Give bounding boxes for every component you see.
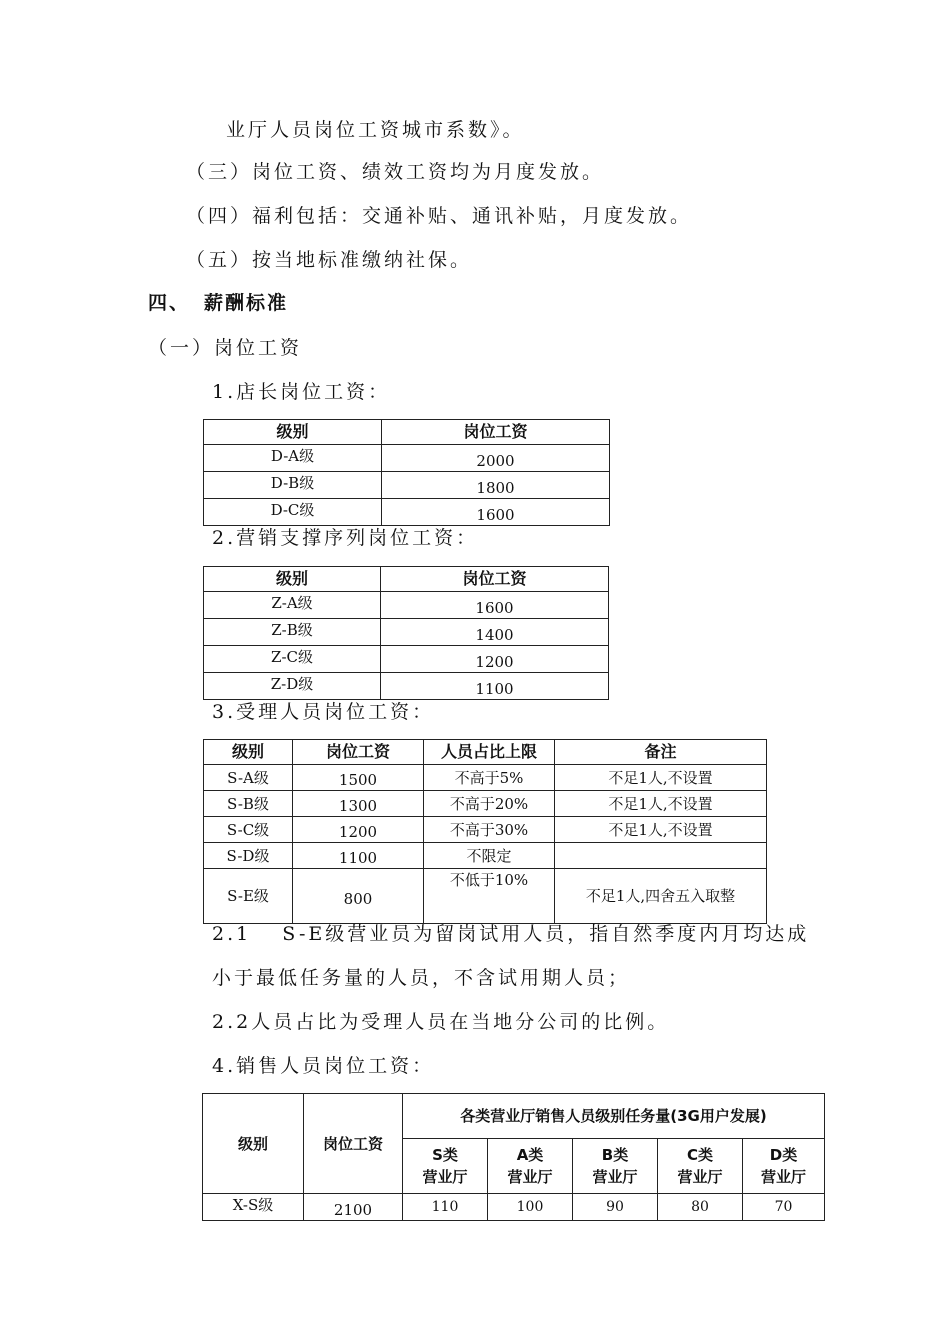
table-subheader (403, 1139, 488, 1194)
table-cell: Z-C级 (204, 646, 381, 673)
table-row (204, 791, 767, 817)
table-cell: 不高于5% (424, 765, 555, 791)
reception-staff-salary-table (203, 739, 767, 924)
table-subheader (743, 1139, 825, 1194)
table-cell: 70 (743, 1194, 825, 1221)
paragraph-line: 2.1 S-E级营业员为留岗试用人员，指自然季度内月均达成 (212, 923, 810, 945)
table-row (204, 817, 767, 843)
table-cell: 不低于10% (424, 869, 555, 924)
table-cell: Z-B级 (204, 619, 381, 646)
table-subheader (488, 1139, 573, 1194)
store-manager-salary-table (203, 419, 610, 526)
table-cell (555, 843, 767, 869)
paragraph-line: （三）岗位工资、绩效工资均为月度发放。 (186, 161, 605, 183)
item-heading: 2.营销支撑序列岗位工资： (212, 527, 479, 549)
table-cell: 1400 (381, 619, 609, 646)
table-row (204, 646, 609, 673)
table-group-header: 各类营业厅销售人员级别任务量(3G用户发展) (403, 1094, 825, 1139)
table-row (204, 445, 610, 472)
paragraph-line: （五）按当地标准缴纳社保。 (186, 249, 473, 271)
subsection-heading: （一）岗位工资 (148, 337, 303, 359)
table-cell: D-B级 (204, 472, 382, 499)
table-subheader (658, 1139, 743, 1194)
table-cell: 1500 (293, 765, 424, 791)
table-cell: 800 (293, 869, 424, 924)
table-cell: S-D级 (204, 843, 293, 869)
table-cell: X-S级 (203, 1194, 304, 1221)
table-row (203, 1194, 825, 1221)
paragraph-line: 业厅人员岗位工资城市系数》。 (226, 119, 525, 141)
table-cell: 1600 (381, 592, 609, 619)
table-cell: 1100 (381, 673, 609, 700)
table-header: 级别 (204, 567, 381, 592)
section-title: 薪酬标准 (204, 292, 289, 314)
table-header: 备注 (555, 740, 767, 765)
table-header: 级别 (204, 420, 382, 445)
table-cell: 1200 (381, 646, 609, 673)
item-heading: 3.受理人员岗位工资： (212, 701, 435, 723)
paragraph-line: （四）福利包括：交通补贴、通讯补贴，月度发放。 (186, 205, 693, 227)
subheader-line: B类 (601, 1146, 629, 1164)
table-cell: S-E级 (204, 869, 293, 924)
subheader-line: D类 (769, 1146, 798, 1164)
table-cell: 不足1人,不设置 (555, 765, 767, 791)
paragraph-line: 2.2人员占比为受理人员在当地分公司的比例。 (212, 1011, 670, 1033)
table-cell: 不足1人,不设置 (555, 791, 767, 817)
table-cell: 1200 (293, 817, 424, 843)
table-cell: Z-D级 (204, 673, 381, 700)
table-header: 岗位工资 (304, 1094, 403, 1194)
subheader-line: 营业厅 (677, 1168, 723, 1186)
table-cell: S-A级 (204, 765, 293, 791)
table-subheader (573, 1139, 658, 1194)
table-header: 人员占比上限 (424, 740, 555, 765)
table-cell: 2000 (382, 445, 610, 472)
table-cell: 不足1人,不设置 (555, 817, 767, 843)
table-cell: 1800 (382, 472, 610, 499)
table-cell: D-C级 (204, 499, 382, 526)
table-row (204, 499, 610, 526)
table-header: 级别 (203, 1094, 304, 1194)
subheader-line: 营业厅 (760, 1168, 806, 1186)
table-row (204, 592, 609, 619)
table-header: 岗位工资 (382, 420, 610, 445)
table-row (204, 843, 767, 869)
table-cell: 不限定 (424, 843, 555, 869)
table-row (204, 765, 767, 791)
subheader-line: 营业厅 (507, 1168, 553, 1186)
table-cell: 110 (403, 1194, 488, 1221)
table-cell: 1100 (293, 843, 424, 869)
table-header: 级别 (204, 740, 293, 765)
section-number: 四、 (148, 292, 191, 314)
item-heading: 1.店长岗位工资： (212, 381, 391, 403)
subheader-line: 营业厅 (592, 1168, 638, 1186)
table-row (204, 673, 609, 700)
table-cell: 1600 (382, 499, 610, 526)
table-cell: 80 (658, 1194, 743, 1221)
table-cell: 不足1人,四舍五入取整 (555, 869, 767, 924)
table-cell: Z-A级 (204, 592, 381, 619)
table-row (204, 869, 767, 924)
item-heading: 4.销售人员岗位工资： (212, 1055, 435, 1077)
table-cell: S-B级 (204, 791, 293, 817)
subheader-line: 营业厅 (422, 1168, 468, 1186)
marketing-support-salary-table (203, 566, 609, 700)
table-header: 岗位工资 (293, 740, 424, 765)
section-heading (148, 291, 288, 315)
subheader-line: C类 (686, 1146, 713, 1164)
subheader-line: S类 (432, 1146, 458, 1164)
table-cell: D-A级 (204, 445, 382, 472)
table-cell: 1300 (293, 791, 424, 817)
table-row (204, 472, 610, 499)
paragraph-line: 小于最低任务量的人员，不含试用期人员； (212, 967, 631, 989)
table-header: 岗位工资 (381, 567, 609, 592)
table-cell: S-C级 (204, 817, 293, 843)
table-cell: 2100 (304, 1194, 403, 1221)
table-cell: 90 (573, 1194, 658, 1221)
sales-staff-salary-table (202, 1093, 825, 1221)
table-cell: 不高于30% (424, 817, 555, 843)
table-cell: 100 (488, 1194, 573, 1221)
table-row (204, 619, 609, 646)
subheader-line: A类 (516, 1146, 544, 1164)
table-cell: 不高于20% (424, 791, 555, 817)
